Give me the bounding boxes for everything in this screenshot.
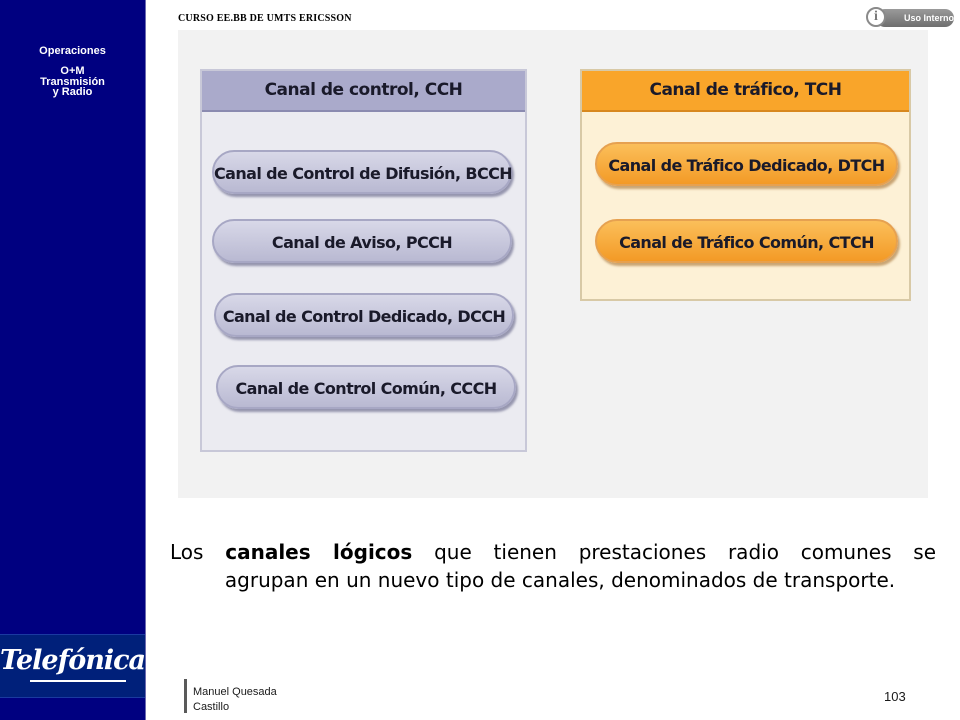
page-number: 103 [884,689,906,704]
telefonica-logo-text: Telefónica [0,645,146,676]
telefonica-logo [0,634,145,698]
footer-author [193,685,277,715]
sidebar [0,0,146,720]
traffic-channel-header: Canal de tráfico, TCH [582,71,909,112]
sidebar-title-operaciones: Operaciones [39,45,106,57]
telefonica-logo-underline [30,680,126,682]
control-channel-header: Canal de control, CCH [202,71,525,112]
ctch-pill: Canal de Tráfico Común, CTCH [595,219,898,263]
channel-diagram [178,30,928,498]
info-icon: i [866,7,886,27]
body-line-2: agrupan en un nuevo tipo de canales, denominados de transporte. [224,568,896,592]
body-keyword: canales lógicos [225,540,413,564]
body-prefix: Los [170,540,204,564]
ccch-pill: Canal de Control Común, CCCH [216,365,516,409]
badge-label: Uso Interno [904,13,955,23]
footer-divider [184,679,187,713]
author-name: Manuel Quesada [193,686,277,698]
dcch-pill: Canal de Control Dedicado, DCCH [214,293,514,337]
uso-interno-badge [866,7,956,29]
control-channel-panel [200,69,527,452]
badge-pill [876,9,954,27]
course-title: CURSO EE.BB DE UMTS ERICSSON [178,13,352,24]
author-surname: Castillo [193,701,230,713]
pcch-pill: Canal de Aviso, PCCH [212,219,512,263]
body-line-1 [170,538,936,566]
sidebar-title-om: O+M [60,65,85,77]
traffic-channel-panel [580,69,911,301]
sidebar-title-radio: y Radio [52,86,93,98]
bcch-pill: Canal de Control de Difusión, BCCH [212,150,512,194]
body-line1-rest: que tienen prestaciones radio comunes se [434,540,937,564]
dtch-pill: Canal de Tráfico Dedicado, DTCH [595,142,898,186]
body-paragraph [170,538,936,594]
sidebar-title-transmision: Transmisión [40,76,105,88]
